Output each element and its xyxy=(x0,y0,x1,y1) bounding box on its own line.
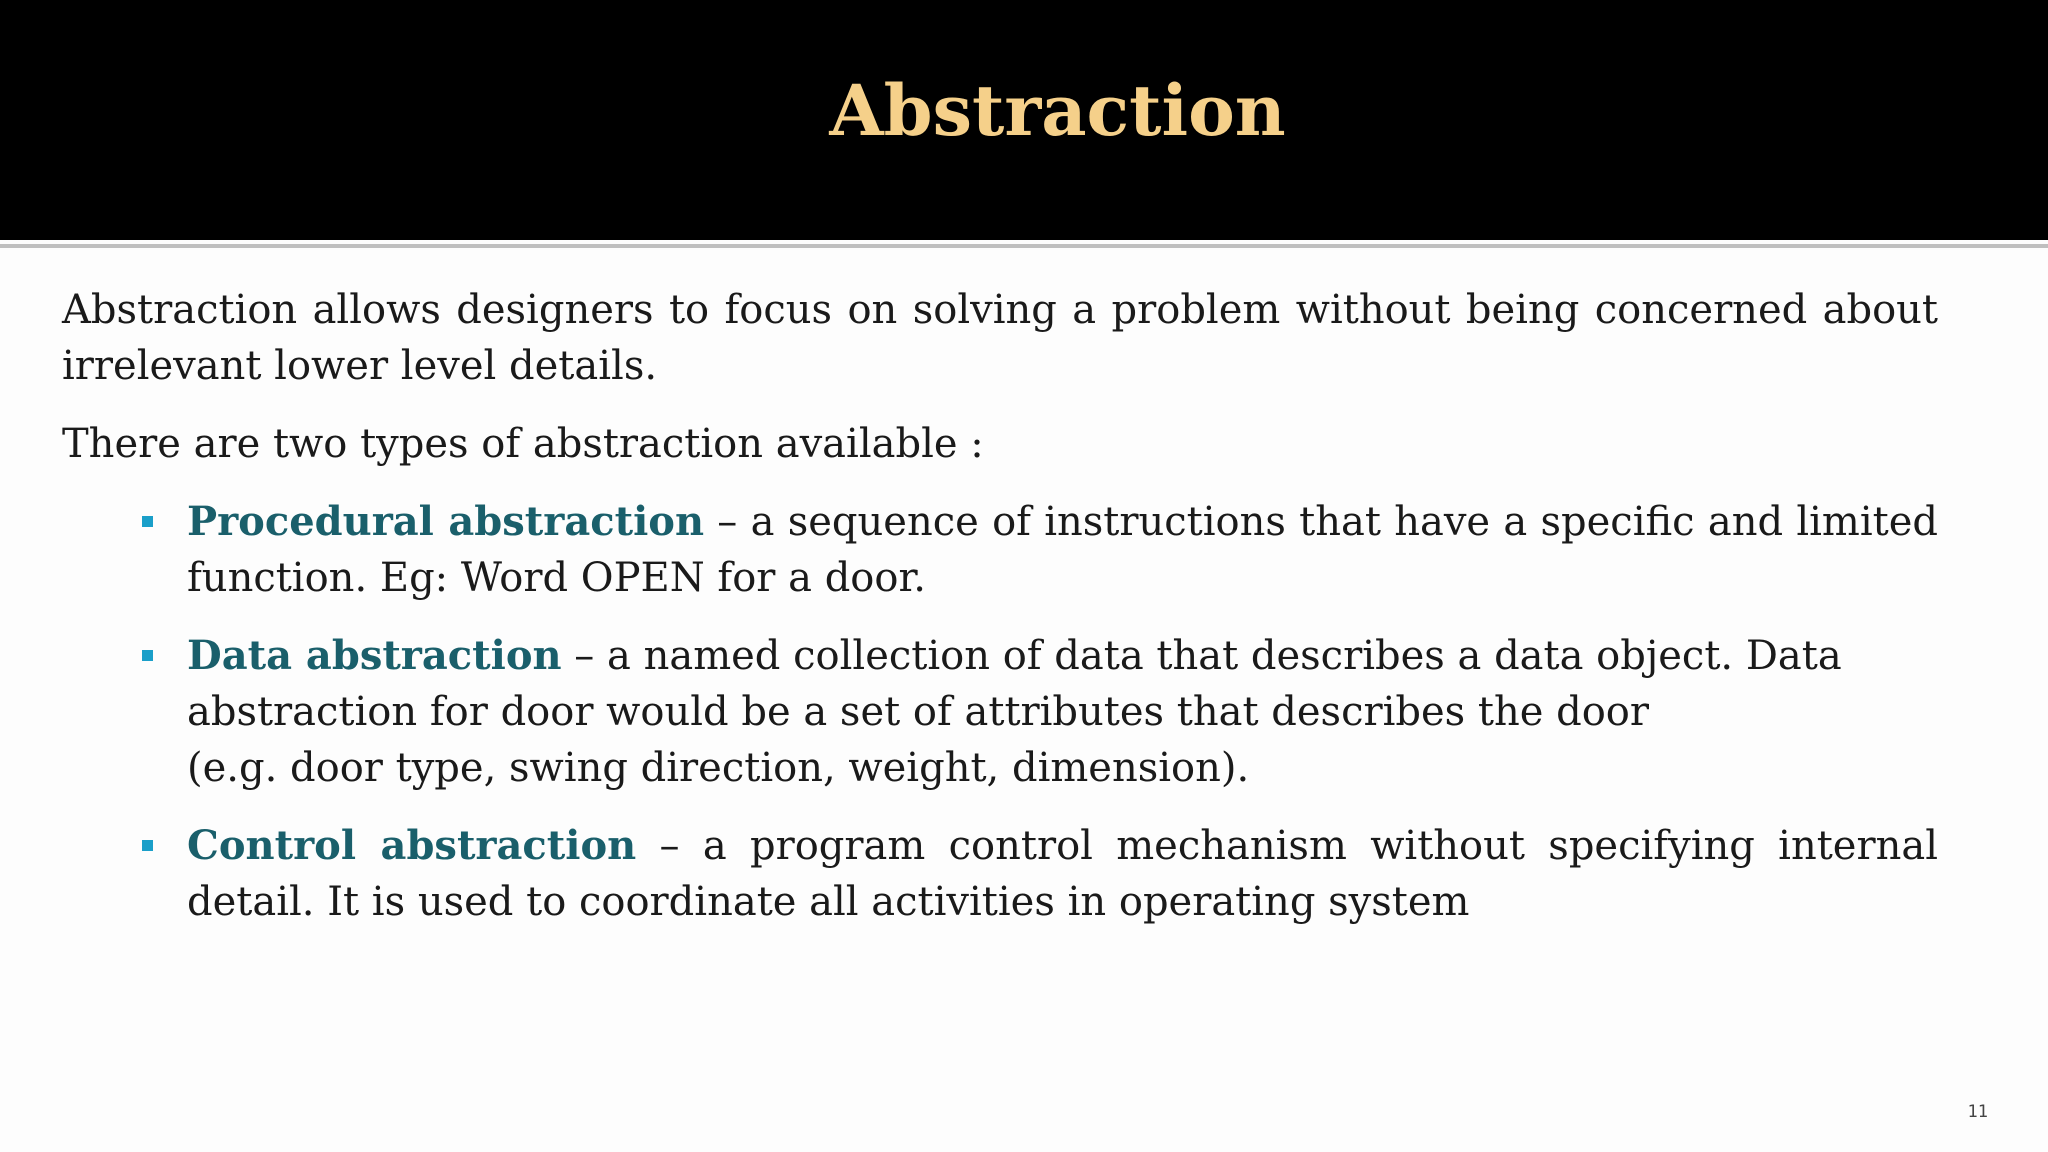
lead-paragraph: There are two types of abstraction available : xyxy=(62,421,984,467)
title-divider xyxy=(0,244,2048,248)
bullet-term: Control abstraction xyxy=(187,822,637,869)
slide-title: Abstraction xyxy=(829,69,1286,152)
bullet-dash: – xyxy=(636,823,703,869)
bullet-term: Data abstraction xyxy=(187,632,562,679)
bullet-text-continuation: (e.g. door type, swing direction, weight, dimension). xyxy=(187,745,1250,791)
square-bullet-icon xyxy=(142,516,153,527)
page-number: 11 xyxy=(1967,1102,1988,1122)
square-bullet-icon xyxy=(142,650,153,661)
bullet-list xyxy=(62,494,1938,930)
bullet-text: a program control mechanism without specifying internal detail. It is used to coordinate all activities in operating system xyxy=(187,823,1938,925)
bullet-item-data xyxy=(62,628,1938,796)
intro-paragraph: Abstraction allows designers to focus on solving a problem without being concerned about irrelevant lower level details. xyxy=(62,287,1938,389)
square-bullet-icon xyxy=(142,840,153,851)
slide-body xyxy=(62,282,1938,952)
bullet-dash: – xyxy=(704,499,751,545)
bullet-text: a named collection of data that describes a data object. Data abstraction for door would be a set of attributes that describes the door xyxy=(187,633,1842,735)
bullet-item-procedural xyxy=(62,494,1938,606)
bullet-text: a sequence of instructions that have a specific and limited function. Eg: Word OPEN for a door. xyxy=(187,499,1938,601)
bullet-item-control xyxy=(62,818,1938,930)
bullet-dash: – xyxy=(561,633,608,679)
bullet-term: Procedural abstraction xyxy=(187,498,705,545)
